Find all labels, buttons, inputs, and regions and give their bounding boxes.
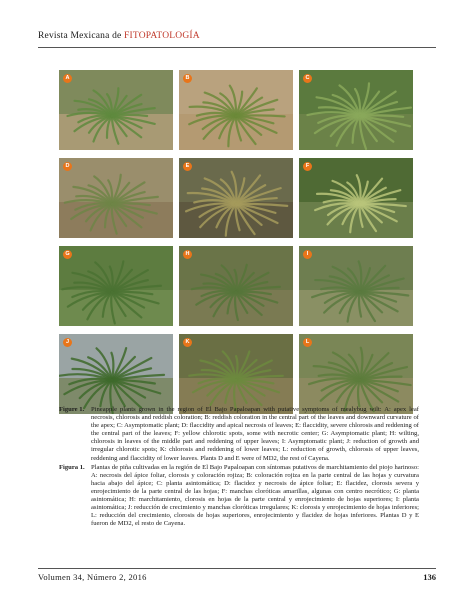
- caption-text: Plantas de piña cultivadas en la región de El Bajo Papaloapan con síntomas putativos de marchitamiento del piojo harinoso: A: necrosis del ápice foliar, clorosis y coloración rojiza; B: coloración rojiza en la parte central de las hojas y curvatura hacia abajo del ápice; C: planta asintomática; D: flacidez y necrosis de ápice foliar; E: flacidez, clorosis severa y enrojecimiento de la parte central de las hojas; F: manchas cloróticas amarillas, algunas con centro necrótico; G: planta asintomática; H: marchitamiento, clorosis en hojas de la parte central y enrojecimiento de hojas superiores; I: planta asintomática; J: reducción de crecimiento y manchas cloróticas irregulares; K: clorosis y enrojecimiento de hojas inferiores; L: reducción del crecimiento, clorosis de hojas superiores, enrojecimiento y flacidez de hojas inferiores. Plantas D y E fueron de MD2, el resto de Cayena.: [91, 463, 419, 528]
- panel-label-badge: E: [183, 162, 192, 171]
- pineapple-plant-photo: [179, 246, 293, 326]
- photo-panel: [179, 158, 293, 238]
- photo-panel: [59, 334, 173, 414]
- panel-label-badge: I: [303, 250, 312, 259]
- photo-panel: [59, 158, 173, 238]
- figure-panel-grid: [59, 70, 413, 414]
- photo-panel: [299, 334, 413, 414]
- photo-panel: [179, 246, 293, 326]
- panel-label-badge: H: [183, 250, 192, 259]
- pineapple-plant-photo: [59, 70, 173, 150]
- photo-panel: [59, 246, 173, 326]
- pineapple-plant-photo: [179, 334, 293, 414]
- volume-info: Volumen 34, Número 2, 2016: [38, 572, 147, 582]
- pineapple-plant-photo: [299, 334, 413, 414]
- caption-label: Figure 1.: [59, 406, 85, 413]
- pineapple-plant-photo: [59, 158, 173, 238]
- photo-panel: [299, 158, 413, 238]
- pineapple-plant-photo: [179, 158, 293, 238]
- caption-text: Pineapple plants grown in the region of El Bajo Papaloapan with putative symptoms of mealybug wilt: A: apex leaf necrosis, chlorosis and reddish coloration; B: reddish coloration in the central part of the leaves and downward curvature of the apex; C: Asymptomatic plant; D: flaccidity and apical necrosis of leaves; E: flaccidity, severe chlorosis and reddening of the central part of the leaves; F: yellow chlorotic spots, some with necrotic center; G: Asymptomatic plant; H: wilting, chlorosis in leaves of the middle part and reddening of upper leaves; I: Asymptomatic plant; J: reduction of growth and irregular chlorotic spots; K: chlorosis and reddening of lower leaves; L: reduction of growth, chlorosis of upper leaves, reddening and flaccidity of lower leaves. Plants D and E were of MD2, the rest of Cayena.: [91, 406, 419, 462]
- pineapple-plant-photo: [299, 158, 413, 238]
- photo-panel: [299, 246, 413, 326]
- footer-divider: [38, 568, 436, 569]
- panel-label-badge: C: [303, 74, 312, 83]
- panel-label-badge: G: [63, 250, 72, 259]
- caption-spanish: [59, 464, 419, 529]
- panel-label-badge: J: [63, 338, 72, 347]
- figure-captions: [59, 406, 419, 529]
- pineapple-plant-photo: [179, 70, 293, 150]
- running-header: [38, 31, 438, 41]
- photo-panel: [179, 70, 293, 150]
- pineapple-plant-photo: [299, 246, 413, 326]
- pineapple-plant-photo: [59, 334, 173, 414]
- pineapple-plant-photo: [299, 70, 413, 150]
- page-number: 136: [423, 572, 436, 582]
- photo-panel: [59, 70, 173, 150]
- panel-label-badge: L: [303, 338, 312, 347]
- caption-english: [59, 406, 419, 463]
- photo-panel: [179, 334, 293, 414]
- caption-label: Figura 1.: [59, 463, 85, 471]
- journal-brand: FITOPATOLOGÍA: [124, 31, 200, 41]
- panel-label-badge: K: [183, 338, 192, 347]
- pineapple-plant-photo: [59, 246, 173, 326]
- journal-name: Revista Mexicana de: [38, 31, 125, 41]
- panel-label-badge: F: [303, 162, 312, 171]
- photo-panel: [299, 70, 413, 150]
- panel-label-badge: D: [63, 162, 72, 171]
- header-divider: [38, 47, 436, 48]
- panel-label-badge: A: [63, 74, 72, 83]
- panel-label-badge: B: [183, 74, 192, 83]
